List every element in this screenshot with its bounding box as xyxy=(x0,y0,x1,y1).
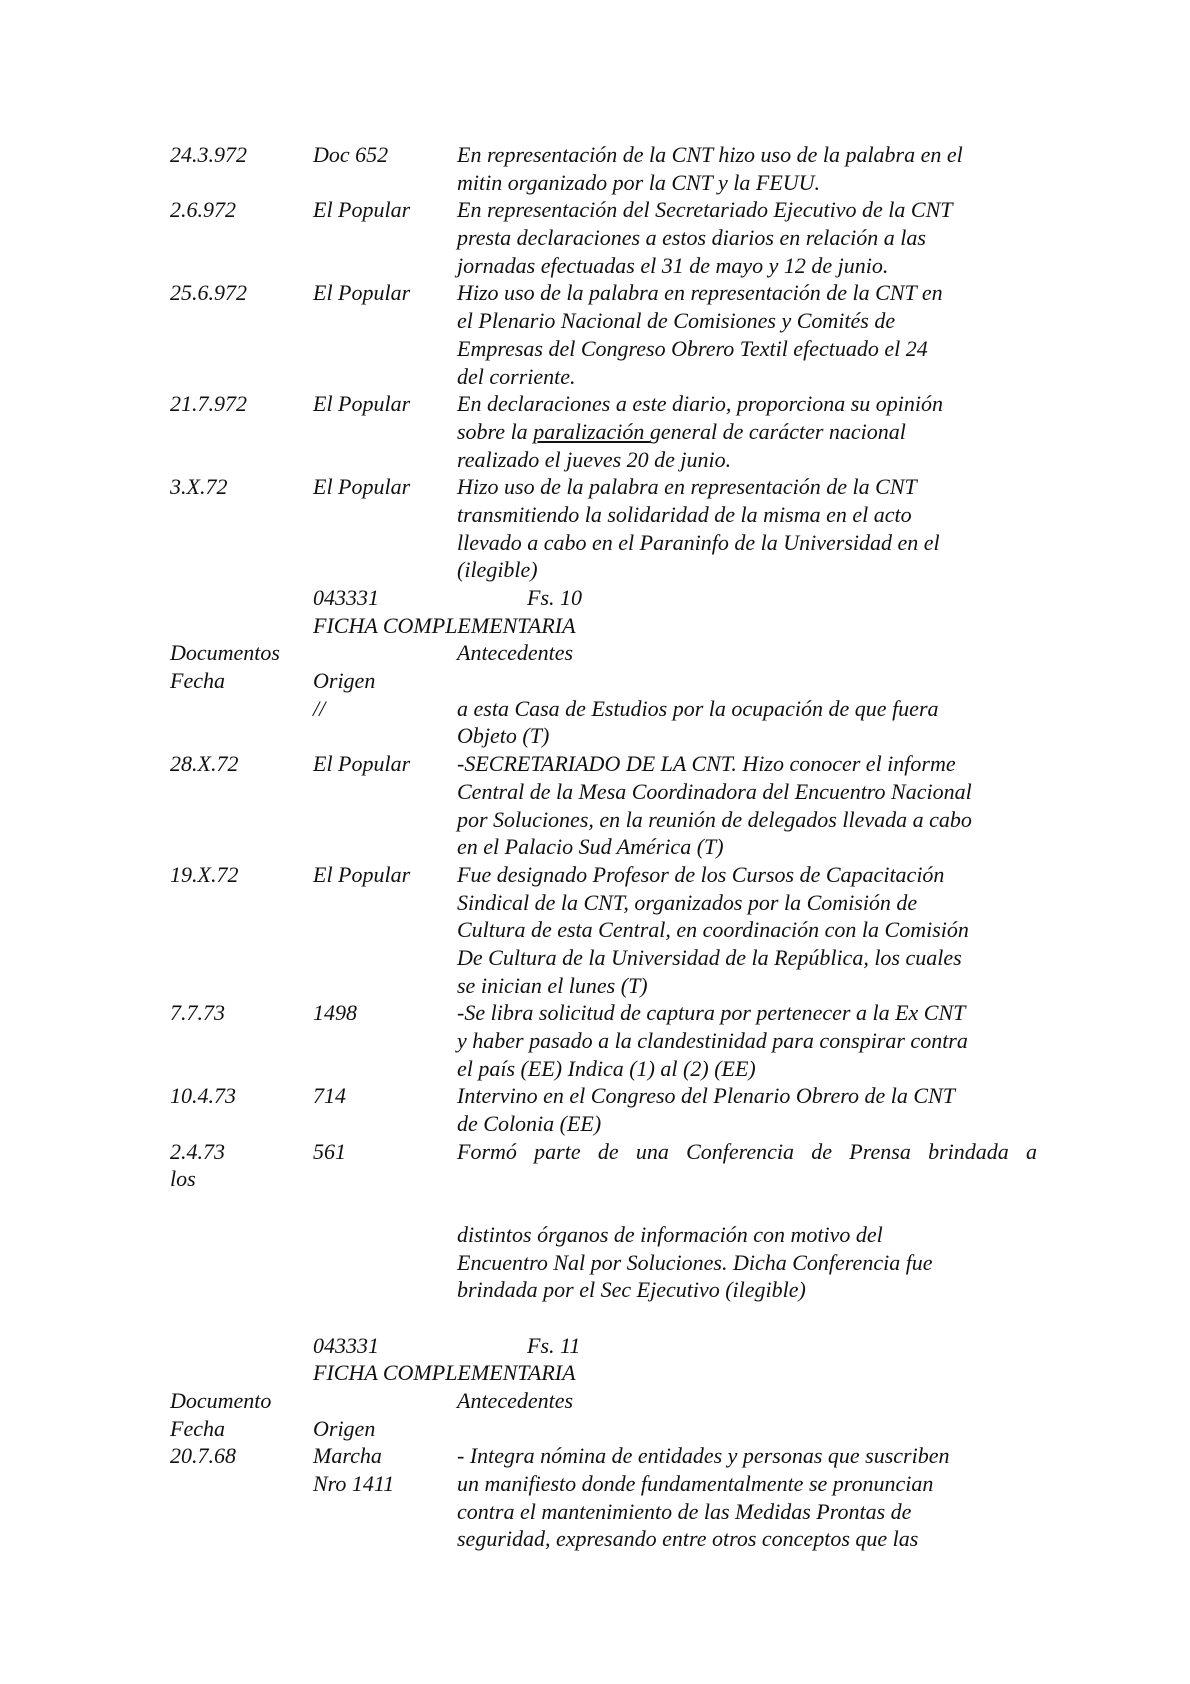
entry-text-line: presta declaraciones a estos diarios en relación a las xyxy=(457,225,926,251)
record-header-2 xyxy=(170,1332,1050,1443)
entry-text xyxy=(457,750,1037,861)
entry-date: 3.X.72 xyxy=(170,474,228,500)
entry-date: 10.4.73 xyxy=(170,1083,236,1109)
entry-text-line: brindada por el Sec Ejecutivo (ilegible) xyxy=(457,1277,806,1303)
entry-text-line: el país (EE) Indica (1) al (2) (EE) xyxy=(457,1055,756,1081)
entry-text-line: distintos órganos de información con motivo del xyxy=(457,1221,883,1247)
record-number: 043331 xyxy=(313,585,379,610)
entry-text-line: mitin organizado por la CNT y la FEUU. xyxy=(457,169,821,195)
origin-label: Origen xyxy=(313,668,376,694)
entry-text xyxy=(457,196,1037,279)
entry-text-line: llevado a cabo en el Paraninfo de la Universidad en el xyxy=(457,529,940,555)
entry-text-line: se inician el lunes (T) xyxy=(457,972,648,998)
entry-text-line: Hizo uso de la palabra en representación de la CNT xyxy=(457,474,917,500)
entry-origin-line-2: Nro 1411 xyxy=(313,1471,395,1496)
entry-origin-line-1: Marcha xyxy=(313,1443,382,1469)
entry-text-line: Sindical de la CNT, organizados por la Comisión de xyxy=(457,889,918,915)
entry-date: 2.6.972 xyxy=(170,197,236,223)
entry-date: 25.6.972 xyxy=(170,280,247,306)
text-fragment: sobre la xyxy=(457,418,534,444)
entry-text-line: de Colonia (EE) xyxy=(457,1111,602,1137)
entry-row xyxy=(170,1082,1050,1137)
entry-date-continuation: los xyxy=(170,1166,196,1192)
entry-last xyxy=(170,1442,1050,1553)
date-label: Fecha xyxy=(170,1415,225,1441)
entry-text-line: el Plenario Nacional de Comisiones y Comités de xyxy=(457,308,896,334)
entry-origin: 714 xyxy=(313,1083,346,1109)
entry-text-line: Encuentro Nal por Soluciones. Dicha Conferencia fue xyxy=(457,1249,933,1275)
entry-row xyxy=(170,196,1050,279)
entry-text-line: En declaraciones a este diario, proporciona su opinión xyxy=(457,391,943,417)
entry-date: 24.3.972 xyxy=(170,142,247,167)
document-page xyxy=(170,141,1050,1553)
entry-row xyxy=(170,999,1050,1082)
entry-text-line: - Integra nómina de entidades y personas que suscriben xyxy=(457,1443,950,1469)
entries-block-a xyxy=(170,141,1050,584)
entry-text-line: por Soluciones, en la reunión de delegados llevada a cabo xyxy=(457,806,972,832)
entry-text-line: Objeto (T) xyxy=(457,723,550,749)
entry-text xyxy=(457,1082,1037,1137)
entry-text-line: -SECRETARIADO DE LA CNT. Hizo conocer el informe xyxy=(457,751,956,777)
entry-text-line: Formó parte de una Conferencia de Prensa brindada a xyxy=(457,1138,1037,1164)
entry-text-line: en el Palacio Sud América (T) xyxy=(457,834,724,860)
origin-label: Origen xyxy=(313,1415,376,1441)
entry-text-line: un manifiesto donde fundamentalmente se pronuncian xyxy=(457,1471,934,1496)
entry-text-line: y haber pasado a la clandestinidad para conspirar contra xyxy=(457,1028,968,1053)
text-fragment: general de carácter nacional xyxy=(649,418,906,444)
entry-row xyxy=(170,750,1050,861)
entry-text-line: Intervino en el Congreso del Plenario Obrero de la CNT xyxy=(457,1083,955,1109)
entry-origin: Doc 652 xyxy=(313,142,389,167)
entry-text-line: Hizo uso de la palabra en representación de la CNT en xyxy=(457,280,943,306)
entry-text-line: Central de la Mesa Coordinadora del Encuentro Nacional xyxy=(457,778,972,804)
record-number: 043331 xyxy=(313,1332,379,1358)
entry-row xyxy=(170,861,1050,999)
entry-text xyxy=(457,1221,1037,1304)
entry-origin: El Popular xyxy=(313,197,411,223)
entry-date: 21.7.972 xyxy=(170,391,247,417)
entry-date: 20.7.68 xyxy=(170,1443,236,1469)
entry-text-line: En representación del Secretariado Ejecutivo de la CNT xyxy=(457,197,953,223)
date-label: Fecha xyxy=(170,668,225,694)
entry-origin: // xyxy=(313,695,326,721)
entry-text xyxy=(457,861,1037,999)
folio-number: Fs. 10 xyxy=(527,585,582,610)
entry-text-line: seguridad, expresando entre otros conceptos que las xyxy=(457,1526,919,1552)
sheet-title: FICHA COMPLEMENTARIA xyxy=(313,612,576,638)
antecedents-label: Antecedentes xyxy=(457,640,574,666)
entry-text-line: (ilegible) xyxy=(457,557,538,583)
entry-origin: El Popular xyxy=(313,861,411,887)
entry-text-line: jornadas efectuadas el 31 de mayo y 12 de junio. xyxy=(457,252,889,278)
entry-text xyxy=(457,279,1037,390)
entry-text-line: -Se libra solicitud de captura por pertenecer a la Ex CNT xyxy=(457,1000,966,1026)
entry-row xyxy=(170,390,1050,473)
documents-label: Documentos xyxy=(170,640,280,666)
sheet-title: FICHA COMPLEMENTARIA xyxy=(313,1360,576,1386)
entry-origin: El Popular xyxy=(313,474,411,500)
entry-561 xyxy=(170,1138,1050,1304)
documents-label: Documento xyxy=(170,1387,272,1413)
entry-date: 2.4.73 xyxy=(170,1138,225,1164)
record-header-1 xyxy=(170,584,1050,695)
entry-text xyxy=(457,390,1037,473)
entry-origin: El Popular xyxy=(313,391,411,417)
entry-text-line: a esta Casa de Estudios por la ocupación de que fuera xyxy=(457,695,939,721)
entry-text-line: De Cultura de la Universidad de la República, los cuales xyxy=(457,944,962,970)
entry-text-line: transmitiendo la solidaridad de la misma en el acto xyxy=(457,501,912,527)
entry-text-line: Cultura de esta Central, en coordinación con la Comisión xyxy=(457,917,969,943)
entry-row xyxy=(170,695,1050,750)
entry-text xyxy=(457,1442,1037,1553)
folio-number: Fs. 11 xyxy=(527,1332,581,1358)
entry-text-line: Empresas del Congreso Obrero Textil efectuado el 24 xyxy=(457,335,928,361)
entry-text-line: En representación de la CNT hizo uso de la palabra en el xyxy=(457,142,963,167)
entry-text-line: contra el mantenimiento de las Medidas Prontas de xyxy=(457,1498,912,1524)
entry-date: 7.7.73 xyxy=(170,1000,225,1026)
entry-text xyxy=(457,695,1037,750)
entry-row xyxy=(170,141,1050,196)
entry-date: 19.X.72 xyxy=(170,861,239,887)
entry-text-line: realizado el jueves 20 de junio. xyxy=(457,446,732,472)
entry-row xyxy=(170,473,1050,584)
entry-origin: 561 xyxy=(313,1138,346,1164)
antecedents-label: Antecedentes xyxy=(457,1387,574,1413)
entry-origin: El Popular xyxy=(313,751,411,777)
entry-text xyxy=(457,473,1037,584)
entry-text-line: del corriente. xyxy=(457,363,576,389)
entry-origin: 1498 xyxy=(313,1000,357,1026)
entry-text xyxy=(457,999,1037,1082)
entry-text-line: Fue designado Profesor de los Cursos de Capacitación xyxy=(457,861,945,887)
entries-block-b xyxy=(170,695,1050,1138)
entry-date: 28.X.72 xyxy=(170,751,239,777)
entry-text xyxy=(457,141,1037,196)
entry-origin: El Popular xyxy=(313,280,411,306)
underlined-word: paralización xyxy=(533,418,650,444)
entry-text-line xyxy=(457,418,1037,446)
entry-row xyxy=(170,279,1050,390)
